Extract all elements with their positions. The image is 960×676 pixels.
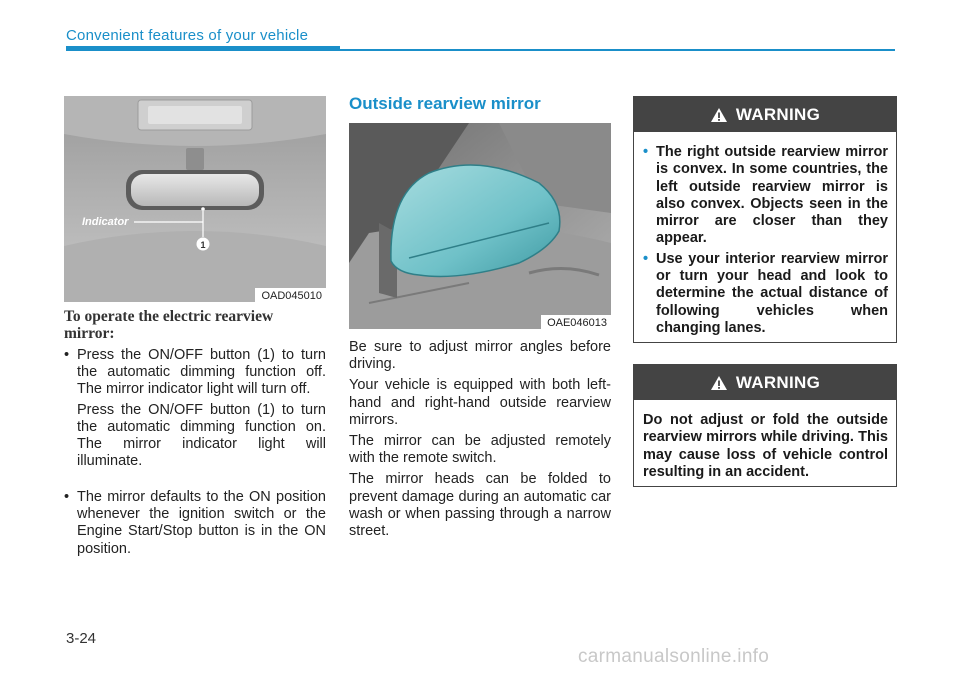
warning-text: Do not adjust or fold the outside rearview mirrors while driving. This may cause loss of vehicle control resulting in an accident. <box>643 412 888 480</box>
warning-item-text: Use your interior rearview mirror or turn your head and look to determine the actual distance of following vehicles when changing lanes. <box>656 250 888 336</box>
bullet-1-paragraph-1: Press the ON/OFF button (1) to turn the automatic dimming function off. The mirror indicator light will turn off. <box>77 347 326 398</box>
indicator-label: Indicator <box>82 216 129 228</box>
middle-paragraph-2: Your vehicle is equipped with both left-hand and right-hand outside rearview mirrors. <box>349 377 611 428</box>
warning-title: WARNING <box>735 104 821 124</box>
outside-mirror-illustration <box>349 123 611 329</box>
bullet-dot: • <box>64 347 70 363</box>
bullet-item-2 <box>64 489 326 558</box>
middle-paragraph-4: The mirror heads can be folded to prevent damage during an automatic car wash or when passing through a narrow street. <box>349 471 611 540</box>
callout-number: 1 <box>200 240 206 250</box>
page-number: 3-24 <box>66 630 97 647</box>
interior-mirror-illustration <box>64 96 326 302</box>
bullet-2-paragraph-1: The mirror defaults to the ON position whenever the ignition switch or the Engine Start/Stop button is in the ON position. <box>77 489 326 557</box>
middle-paragraph-1: Be sure to adjust mirror angles before driving. <box>349 339 611 373</box>
operate-heading: To operate the electric rearview mirror: <box>64 308 274 342</box>
outside-mirror-heading: Outside rearview mirror <box>349 94 541 113</box>
figure-code: OAE046013 <box>541 315 611 329</box>
warning-triangle-icon <box>710 375 728 391</box>
watermark: carmanualsonline.info <box>578 646 770 667</box>
bullet-dot: • <box>643 144 649 160</box>
figure-interior-mirror <box>64 96 326 302</box>
warning-header <box>634 97 896 132</box>
warning-item-2 <box>643 251 888 337</box>
warning-body <box>634 132 896 348</box>
bullet-dot: • <box>643 250 649 267</box>
warning-triangle-icon <box>710 107 728 123</box>
bullet-dot: • <box>64 489 70 505</box>
section-title: Convenient features of your vehicle <box>66 27 309 44</box>
header-rule <box>340 49 895 51</box>
warning-box-1 <box>633 96 897 343</box>
bullet-1-paragraph-2: Press the ON/OFF button (1) to turn the automatic dimming function on. The mirror indicator light will illuminate. <box>77 401 326 470</box>
warning-title: WARNING <box>735 372 821 392</box>
warning-header <box>634 365 896 400</box>
middle-paragraph-3: The mirror can be adjusted remotely with the remote switch. <box>349 433 611 467</box>
middle-paragraphs <box>349 339 611 540</box>
section-title-underline <box>66 46 340 51</box>
warning-box-2 <box>633 364 897 487</box>
warning-item-1 <box>643 144 888 248</box>
figure-outside-mirror <box>349 123 611 329</box>
figure-code: OAD045010 <box>255 288 326 302</box>
warning-body <box>634 400 896 489</box>
bullet-item-1 <box>64 347 326 470</box>
warning-item-text: The right outside rearview mirror is convex. In some countries, the left outside rearview mirror is also convex. Objects seen in the mirror are closer than they appear. <box>656 144 888 247</box>
